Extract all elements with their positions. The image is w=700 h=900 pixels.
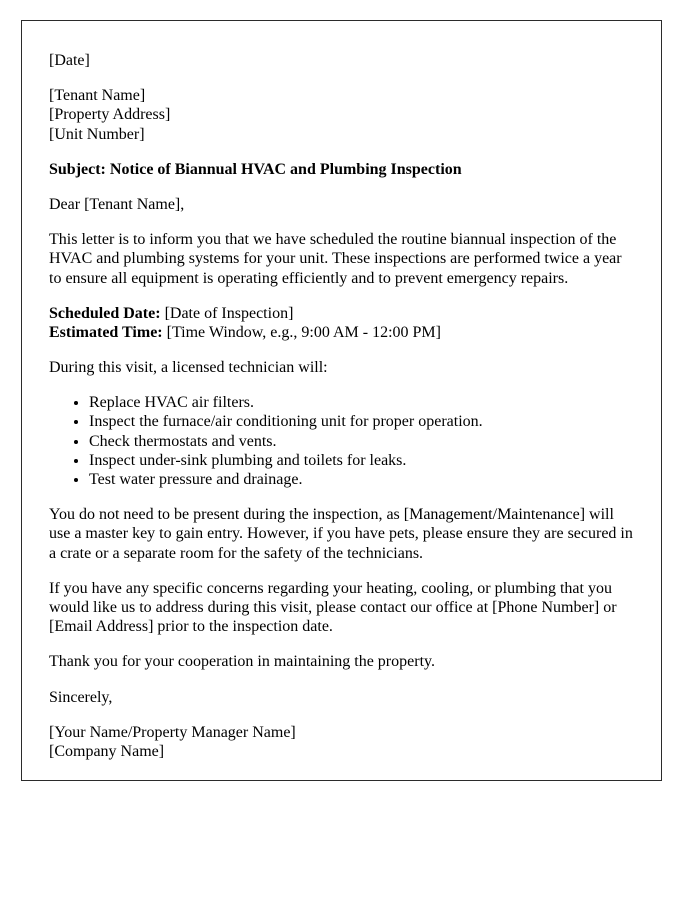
checklist-item: • Inspect the furnace/air conditioning unit for proper operation. (89, 412, 637, 431)
checklist-item: • Check thermostats and vents. (89, 432, 637, 451)
presence-paragraph: You do not need to be present during the inspection, as [Management/Maintenance] will use a master key to gain entry. However, if you have pets, please ensure they are secured in a crate or a separate room for the safety of the technicians. (49, 506, 633, 562)
intro-paragraph: This letter is to inform you that we have scheduled the routine biannual inspection of the HVAC and plumbing systems for your unit. These inspections are performed twice a year to ensure all equipment is operating efficiently and to prevent emergency repairs. (49, 231, 622, 287)
inspection-checklist (49, 393, 637, 489)
checklist-intro: During this visit, a licensed technician will: (49, 359, 328, 377)
signature-name-line: [Your Name/Property Manager Name] (49, 723, 296, 741)
signature-company-line: [Company Name] (49, 742, 165, 760)
scheduled-date-label: Scheduled Date: (49, 304, 161, 322)
letter-document (21, 20, 662, 781)
estimated-time-label: Estimated Time: (49, 323, 163, 341)
thanks-paragraph: Thank you for your cooperation in maintaining the property. (49, 653, 435, 671)
subject-line: Subject: Notice of Biannual HVAC and Plumbing Inspection (49, 160, 462, 178)
unit-number-line: [Unit Number] (49, 125, 145, 143)
property-address-line: [Property Address] (49, 106, 171, 124)
date-line: [Date] (49, 52, 90, 69)
estimated-time-value: [Time Window, e.g., 9:00 AM - 12:00 PM] (166, 323, 441, 341)
checklist-item: • Inspect under-sink plumbing and toilets for leaks. (89, 451, 637, 470)
salutation: Dear [Tenant Name], (49, 195, 185, 213)
signature-block (49, 723, 637, 761)
scheduled-date-value: [Date of Inspection] (164, 304, 294, 322)
schedule-block (49, 304, 637, 342)
closing-line: Sincerely, (49, 688, 113, 706)
tenant-name-line: [Tenant Name] (49, 87, 146, 105)
checklist-item: • Test water pressure and drainage. (89, 470, 637, 489)
checklist-item: • Replace HVAC air filters. (89, 393, 637, 412)
recipient-block (49, 86, 637, 144)
concerns-paragraph: If you have any specific concerns regarding your heating, cooling, or plumbing that you would like us to address during this visit, please contact our office at [Phone Number] or [Email Address] prior to the inspection date. (49, 579, 617, 636)
